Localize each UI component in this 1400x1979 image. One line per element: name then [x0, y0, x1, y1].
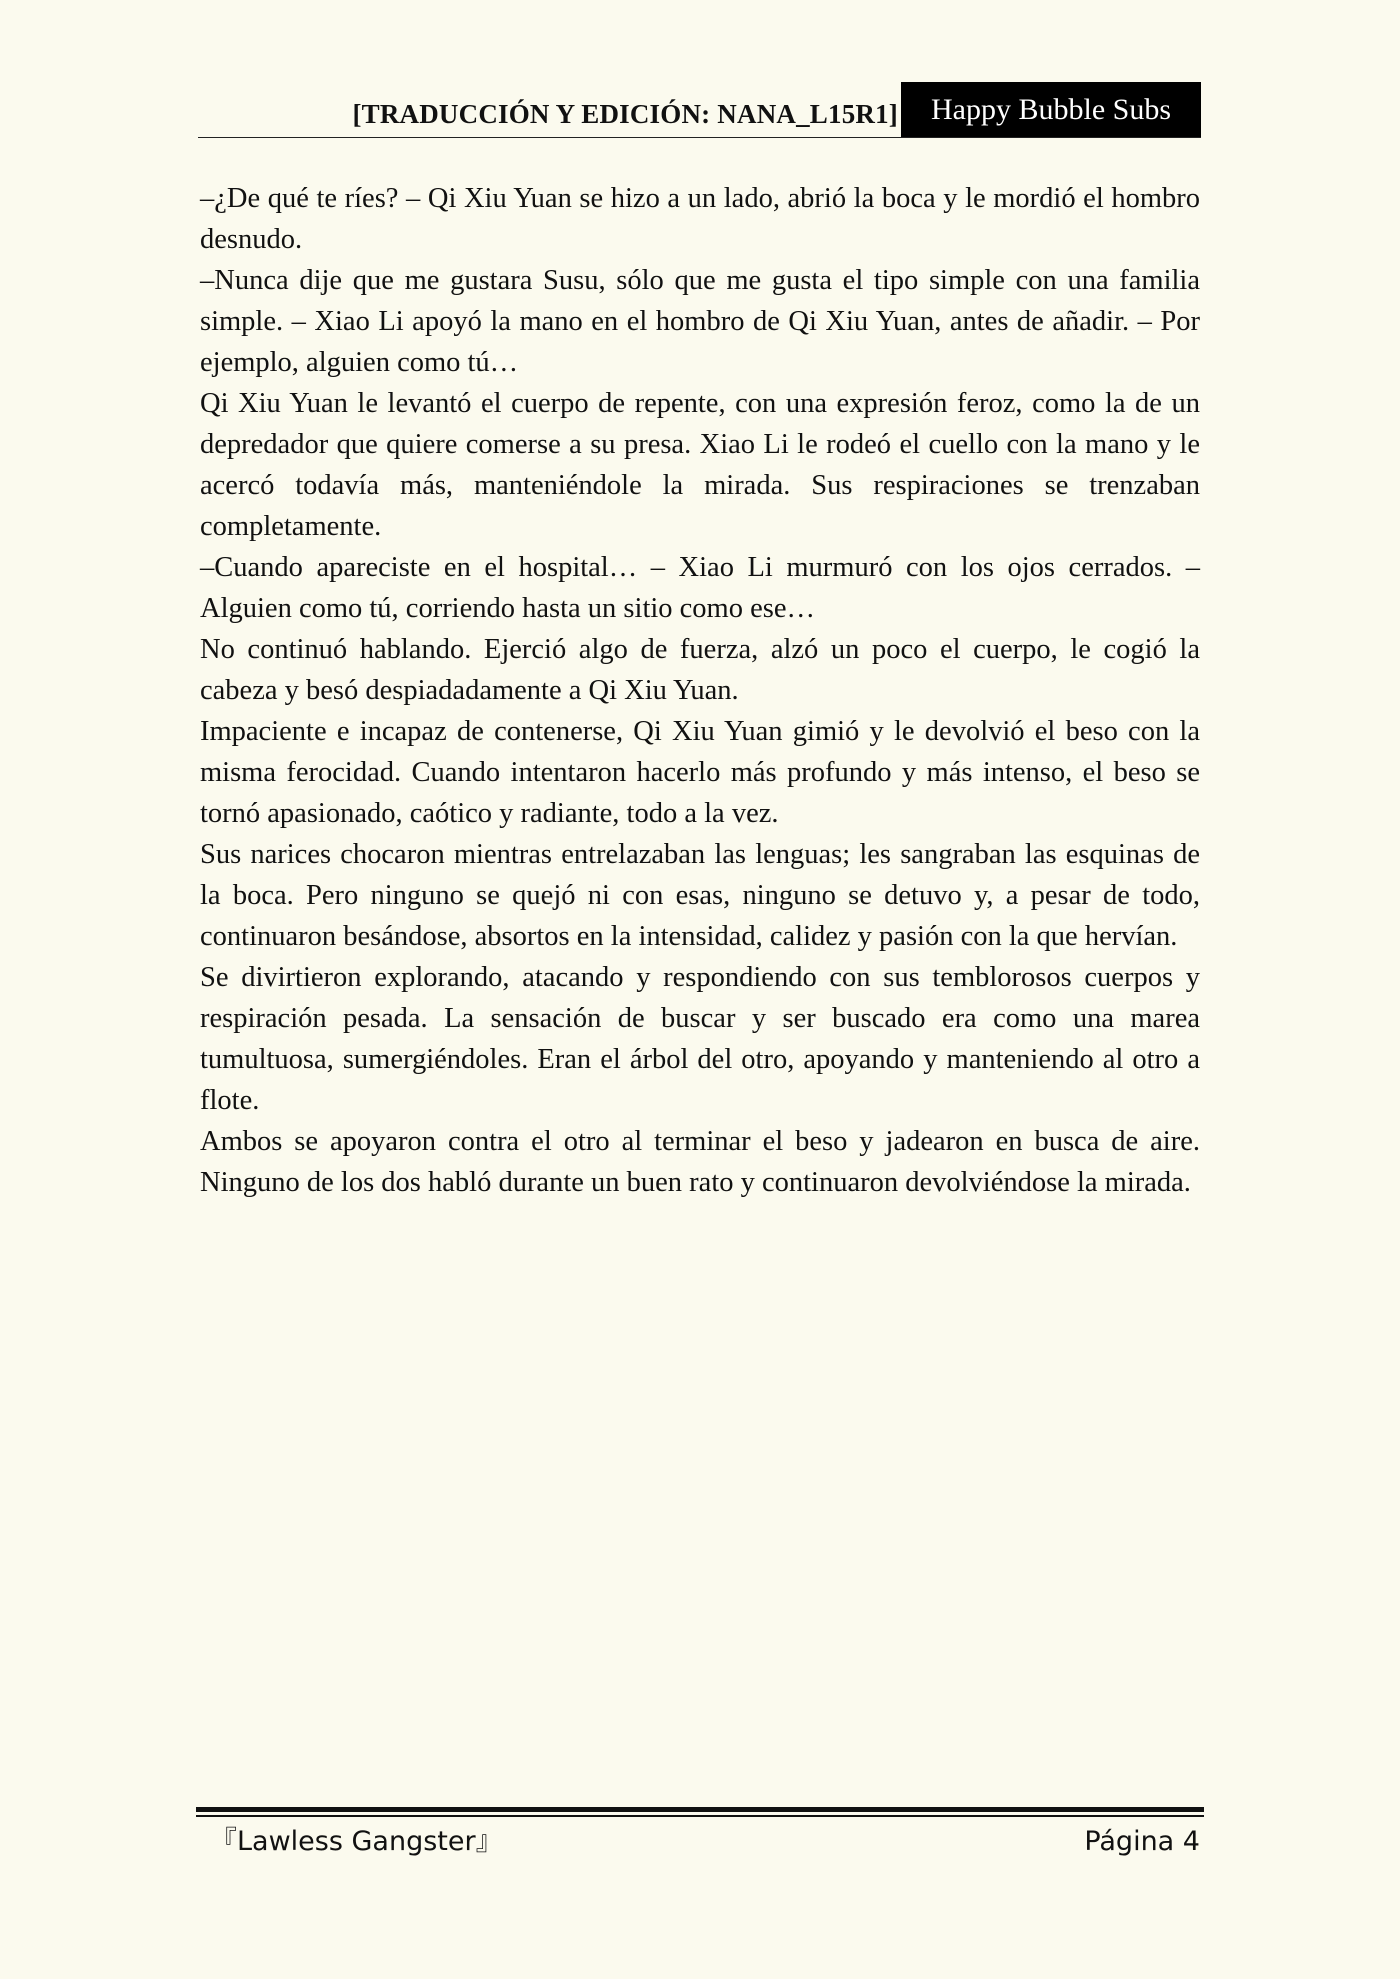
page-header	[198, 82, 1201, 138]
group-name-badge: Happy Bubble Subs	[901, 82, 1201, 138]
translation-credit: [TRADUCCIÓN Y EDICIÓN: NANA_L15R1]	[352, 99, 898, 129]
paragraph: Sus narices chocaron mientras entrelazaban las lenguas; les sangraban las esquinas de la boca. Pero ninguno se quejó ni con esas, ninguno se detuvo y, a pesar de todo, continuaron besándose, absortos en la intensidad, calidez y pasión con la que hervían.	[200, 839, 1200, 952]
paragraph: Qi Xiu Yuan le levantó el cuerpo de repente, con una expresión feroz, como la de un depredador que quiere comerse a su presa. Xiao Li le rodeó el cuello con la mano y le acercó todavía más, manteniéndole la mirada. Sus respiraciones se trenzaban completamente.	[200, 388, 1200, 542]
header-divider	[198, 137, 1201, 139]
paragraph: –¿De qué te ríes? – Qi Xiu Yuan se hizo a un lado, abrió la boca y le mordió el hombro desnudo.	[200, 183, 1200, 255]
page-number: Página 4	[1084, 1826, 1200, 1857]
paragraph: No continuó hablando. Ejerció algo de fuerza, alzó un poco el cuerpo, le cogió la cabeza y besó despiadadamente a Qi Xiu Yuan.	[200, 634, 1200, 706]
book-title: 『Lawless Gangster』	[210, 1826, 503, 1857]
paragraph: Ambos se apoyaron contra el otro al terminar el beso y jadearon en busca de aire. Ninguno de los dos habló durante un buen rato y continuaron devolviéndose la mirada.	[200, 1126, 1200, 1198]
page-body	[200, 178, 1200, 1203]
paragraph: –Cuando apareciste en el hospital… – Xiao Li murmuró con los ojos cerrados. – Alguien como tú, corriendo hasta un sitio como ese…	[200, 552, 1200, 624]
footer-divider-thick	[196, 1807, 1204, 1812]
paragraph: Impaciente e incapaz de contenerse, Qi Xiu Yuan gimió y le devolvió el beso con la misma ferocidad. Cuando intentaron hacerlo más profundo y más intenso, el beso se tornó apasionado, caótico y radiante, todo a la vez.	[200, 716, 1200, 829]
paragraph: Se divirtieron explorando, atacando y respondiendo con sus temblorosos cuerpos y respiración pesada. La sensación de buscar y ser buscado era como una marea tumultuosa, sumergiéndoles. Eran el árbol del otro, apoyando y manteniendo al otro a flote.	[200, 962, 1200, 1116]
footer-divider-thin	[196, 1815, 1204, 1817]
paragraph: –Nunca dije que me gustara Susu, sólo que me gusta el tipo simple con una familia simple. – Xiao Li apoyó la mano en el hombro de Qi Xiu Yuan, antes de añadir. – Por ejemplo, alguien como tú…	[200, 265, 1200, 378]
